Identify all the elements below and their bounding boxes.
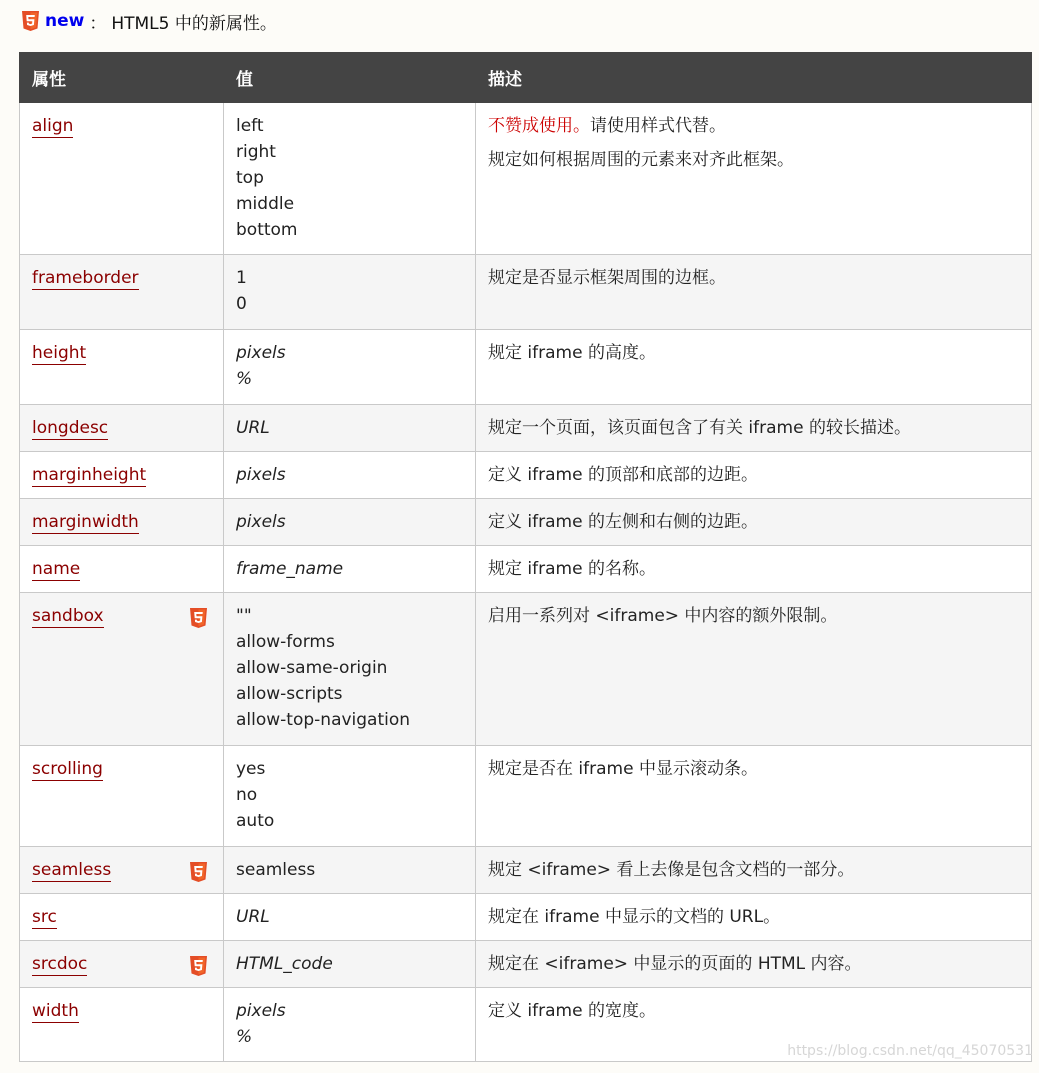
value-cell [224,405,476,452]
attribute-link-height[interactable]: height [32,343,87,363]
value-item: pixels [236,512,286,532]
html5-icon [22,11,39,31]
value-cell [224,593,476,746]
value-item: bottom [236,220,298,240]
table-row [20,941,1032,988]
table-row [20,593,1032,746]
value-item: % [236,369,253,389]
description-cell [476,847,1032,894]
note-separator: ： [89,13,107,34]
attribute-cell [20,593,224,746]
description-paragraph [488,857,1019,883]
description-paragraph [488,904,1019,930]
value-item: URL [236,907,270,927]
table-row [20,499,1032,546]
attribute-link-marginwidth[interactable]: marginwidth [32,512,139,532]
description-paragraph [488,509,1019,535]
value-item: middle [236,194,295,214]
attribute-link-sandbox[interactable]: sandbox [32,606,104,626]
description-cell [476,894,1032,941]
description-text: 规定如何根据周围的元素来对齐此框架。 [488,150,794,170]
header-attribute: 属性 [20,53,224,103]
attribute-cell [20,255,224,330]
description-text: 规定 iframe 的名称。 [488,559,656,579]
description-paragraph [488,113,1019,139]
value-cell [224,941,476,988]
description-paragraph [488,998,1019,1024]
value-item: % [236,1027,253,1047]
value-cell [224,847,476,894]
description-paragraph [488,340,1019,366]
description-cell [476,255,1032,330]
description-paragraph [488,265,1019,291]
table-header-row [20,53,1032,103]
attribute-cell [20,894,224,941]
table-row [20,546,1032,593]
html5-icon [190,605,207,631]
note-text: HTML5 中的新属性。 [111,13,277,34]
description-text: 请使用样式代替。 [590,116,726,136]
description-text: 定义 iframe 的宽度。 [488,1001,656,1021]
value-item: allow-forms [236,632,335,652]
table-row [20,847,1032,894]
value-cell [224,452,476,499]
value-item: HTML_code [236,954,333,974]
description-cell [476,546,1032,593]
value-item: allow-same-origin [236,658,388,678]
attribute-link-frameborder[interactable]: frameborder [32,268,139,288]
value-item: allow-scripts [236,684,343,704]
description-text: 规定一个页面，该页面包含了有关 iframe 的较长描述。 [488,418,911,438]
table-row [20,405,1032,452]
header-description: 描述 [476,53,1032,103]
description-paragraph [488,415,1019,441]
description-paragraph [488,556,1019,582]
value-item: auto [236,811,275,831]
html5-note [22,8,277,34]
attribute-cell [20,988,224,1062]
value-item: top [236,168,264,188]
value-item: right [236,142,276,162]
table-row [20,452,1032,499]
value-item: pixels [236,343,286,363]
description-paragraph [488,147,1019,173]
description-text: 规定在 iframe 中显示的文档的 URL。 [488,907,781,927]
attribute-link-align[interactable]: align [32,116,74,136]
description-cell [476,330,1032,405]
value-item: "" [236,606,252,626]
description-text: 规定 iframe 的高度。 [488,343,656,363]
value-item: seamless [236,860,316,880]
table-row [20,103,1032,255]
attribute-cell [20,746,224,847]
attribute-cell [20,452,224,499]
description-paragraph [488,951,1019,977]
attribute-cell [20,405,224,452]
value-item: allow-top-navigation [236,710,411,730]
attribute-cell [20,330,224,405]
table-row [20,330,1032,405]
attribute-link-srcdoc[interactable]: srcdoc [32,954,88,974]
value-item: URL [236,418,270,438]
description-cell [476,593,1032,746]
description-text: 启用一系列对 <iframe> 中内容的额外限制。 [488,606,838,626]
value-cell [224,988,476,1062]
attribute-cell [20,103,224,255]
value-item: no [236,785,258,805]
value-cell [224,746,476,847]
value-cell [224,103,476,255]
new-keyword: new [45,11,85,31]
table-row [20,746,1032,847]
attribute-link-name[interactable]: name [32,559,81,579]
table-row [20,255,1032,330]
description-cell [476,499,1032,546]
table-row [20,894,1032,941]
description-cell [476,103,1032,255]
value-cell [224,330,476,405]
value-item: frame_name [236,559,344,579]
iframe-attributes-table [19,52,1032,1062]
description-text: 规定是否在 iframe 中显示滚动条。 [488,759,758,779]
header-value: 值 [224,53,476,103]
attribute-link-src[interactable]: src [32,907,57,927]
value-item: pixels [236,465,286,485]
description-paragraph [488,462,1019,488]
deprecated-notice: 不赞成使用。 [488,116,590,136]
description-paragraph [488,603,1019,629]
value-cell [224,894,476,941]
attribute-link-width[interactable]: width [32,1001,79,1021]
description-cell [476,941,1032,988]
attribute-link-scrolling[interactable]: scrolling [32,759,103,779]
description-text: 定义 iframe 的顶部和底部的边距。 [488,465,758,485]
value-cell [224,255,476,330]
description-cell [476,746,1032,847]
description-paragraph [488,756,1019,782]
html5-icon [190,953,207,979]
watermark: https://blog.csdn.net/qq_45070531 [787,1043,1033,1059]
attribute-cell [20,546,224,593]
attribute-link-seamless[interactable]: seamless [32,860,112,880]
attribute-cell [20,847,224,894]
attribute-link-marginheight[interactable]: marginheight [32,465,147,485]
description-text: 规定 <iframe> 看上去像是包含文档的一部分。 [488,860,855,880]
description-cell [476,452,1032,499]
value-item: pixels [236,1001,286,1021]
description-cell [476,405,1032,452]
description-text: 定义 iframe 的左侧和右侧的边距。 [488,512,758,532]
description-text: 规定是否显示框架周围的边框。 [488,268,726,288]
value-item: 1 [236,268,247,288]
description-text: 规定在 <iframe> 中显示的页面的 HTML 内容。 [488,954,862,974]
attribute-link-longdesc[interactable]: longdesc [32,418,109,438]
value-item: left [236,116,264,136]
html5-icon [190,859,207,885]
value-cell [224,546,476,593]
attribute-cell [20,499,224,546]
value-cell [224,499,476,546]
attribute-cell [20,941,224,988]
value-item: yes [236,759,266,779]
value-item: 0 [236,294,247,314]
